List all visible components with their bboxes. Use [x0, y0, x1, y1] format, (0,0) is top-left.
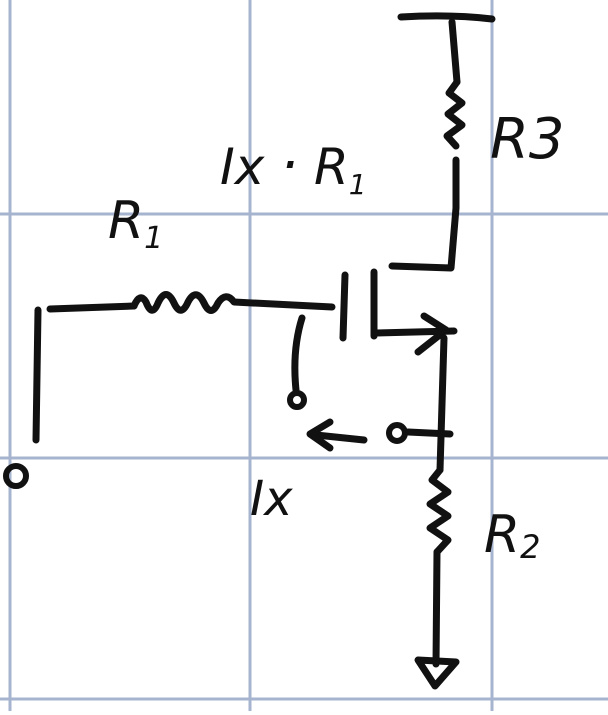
- source-wire: [440, 338, 444, 470]
- input-terminal-icon: [6, 466, 26, 486]
- input-terminal-wire: [36, 310, 38, 440]
- transistor-gate-plate: [343, 275, 345, 338]
- resistor-r1: [134, 295, 332, 311]
- source-tap-wire: [408, 432, 450, 434]
- input-wire: [50, 306, 134, 309]
- gate-probe-terminal-icon: [290, 393, 304, 407]
- ground-wire: [436, 552, 437, 664]
- label-r3: R3: [490, 107, 565, 172]
- supply-drop-wire: [452, 22, 457, 82]
- resistor-r2: [430, 470, 448, 552]
- gate-probe-wire: [295, 318, 302, 390]
- supply-rail: [401, 16, 492, 19]
- ground-symbol-icon: [418, 660, 456, 686]
- label-r2: R2: [484, 505, 541, 566]
- label-r1: R1: [108, 191, 164, 256]
- resistor-r3: [447, 82, 462, 146]
- label-ix-r1: Ix · $R_1$: [220, 133, 367, 201]
- source-probe-terminal-icon: [389, 425, 405, 441]
- label-ix: Ix: [250, 471, 293, 527]
